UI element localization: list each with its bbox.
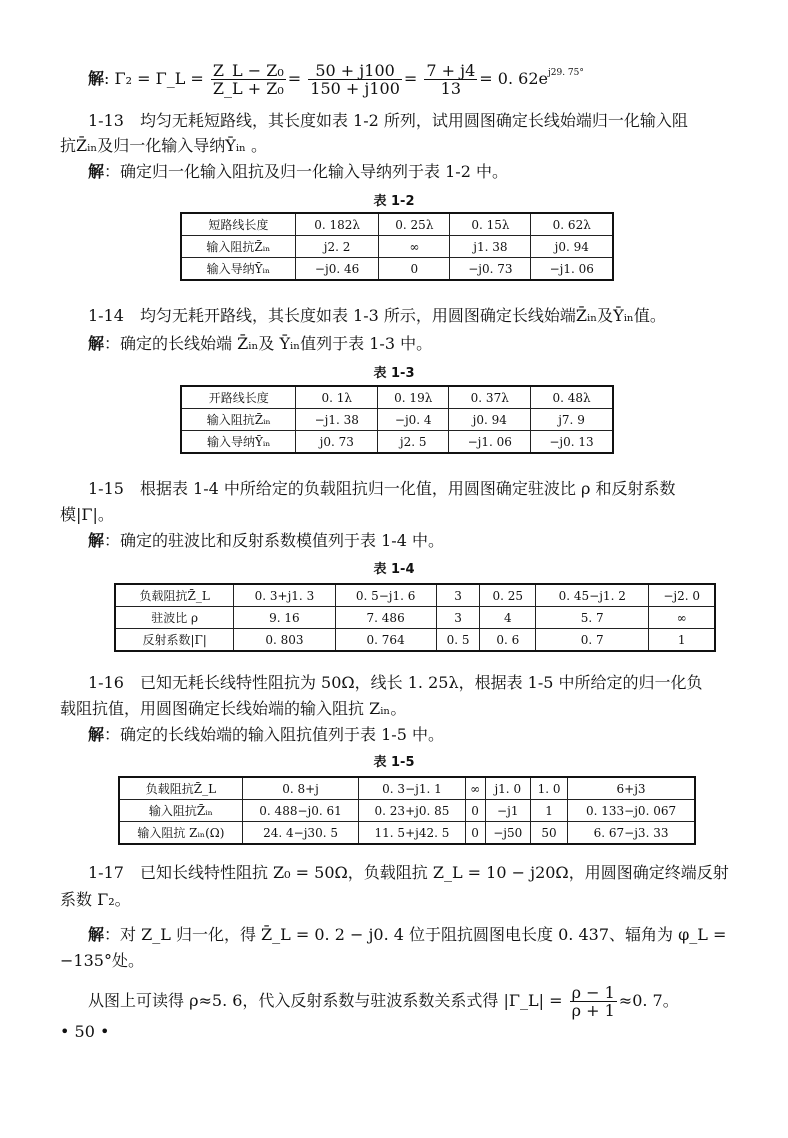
frac3-num: 7 + j4 xyxy=(426,61,476,80)
table-row xyxy=(115,629,715,652)
problem-1-14-line1: 1-14 均匀无耗开路线，其长度如表 1-3 所示，用圆图确定长线始端Z̄ᵢₙ及Ȳᵢₙ值。 xyxy=(88,306,666,325)
row-header-cell: 输入阻抗Z̄ᵢₙ xyxy=(119,800,242,822)
problem-1-17-answer-line1: 解：对 Z_L 归一化，得 Z̄_L = 0. 2 − j0. 4 位于阻抗圆图电长度 0. 437、辐角为 φ_L = xyxy=(88,925,727,944)
row-header-cell: 负载阻抗Z̄_L xyxy=(115,584,234,607)
table-cell: 11. 5+j42. 5 xyxy=(359,822,465,845)
table-cell: 1. 0 xyxy=(530,777,567,800)
eq-result-exponent: j29. 75° xyxy=(547,68,584,78)
table-row xyxy=(181,431,613,454)
frac-rho-den: ρ + 1 xyxy=(571,1001,615,1020)
frac3-den: 13 xyxy=(440,79,462,98)
table-cell: j1. 38 xyxy=(450,236,531,258)
table-cell: −j1. 06 xyxy=(449,431,531,454)
table-1-5 xyxy=(118,776,696,845)
table-cell: 0 xyxy=(379,258,450,281)
answer-text: 确定的驻波比和反射系数模值列于表 1-4 中。 xyxy=(120,531,444,550)
table-cell: −j0. 73 xyxy=(450,258,531,281)
eq-lhs: : Γ₂ = Γ_L = xyxy=(104,69,204,88)
solution-label: 解 xyxy=(88,925,105,944)
solution-label: 解 xyxy=(88,531,105,550)
table-cell: 0. 45−j1. 2 xyxy=(536,584,649,607)
problem-1-17-line1: 1-17 已知长线特性阻抗 Z₀ = 50Ω，负载阻抗 Z_L = 10 − j20Ω，用圆图确定终端反射 xyxy=(88,863,729,882)
fraction-1 xyxy=(211,62,286,97)
table-row xyxy=(119,822,695,845)
fraction-3 xyxy=(424,62,477,97)
final-text-post: ≈0. 7。 xyxy=(618,991,679,1010)
frac2-den: 150 + j100 xyxy=(310,79,400,98)
table-cell: 3 xyxy=(436,607,480,629)
solution-label: 解 xyxy=(88,725,105,744)
row-header-cell: 输入阻抗 Zᵢₙ(Ω) xyxy=(119,822,242,845)
table-cell: j0. 94 xyxy=(531,236,613,258)
problem-1-15-line2: 模|Γ|。 xyxy=(60,505,114,524)
table-cell: j0. 94 xyxy=(449,409,531,431)
table-row xyxy=(181,409,613,431)
table-cell: j1. 0 xyxy=(485,777,530,800)
frac2-num: 50 + j100 xyxy=(308,62,402,80)
table-cell: −j0. 13 xyxy=(531,431,613,454)
problem-1-17-answer-line2: −135°处。 xyxy=(60,951,144,970)
table-cell: 0. 803 xyxy=(234,629,335,652)
table-row xyxy=(181,386,613,409)
answer-text: 确定的长线始端的输入阻抗值列于表 1-5 中。 xyxy=(120,725,444,744)
table-row xyxy=(119,777,695,800)
table-cell: 3 xyxy=(436,584,480,607)
problem-1-16-answer: 解：确定的长线始端的输入阻抗值列于表 1-5 中。 xyxy=(88,725,444,744)
table-row xyxy=(115,584,715,607)
table-row xyxy=(119,800,695,822)
row-header-cell: 输入导纳Ȳᵢₙ xyxy=(181,258,295,281)
table-cell: 9. 16 xyxy=(234,607,335,629)
row-header-cell: 短路线长度 xyxy=(181,213,295,236)
solution-label: 解 xyxy=(88,334,105,353)
table-cell: 5. 7 xyxy=(536,607,649,629)
table-cell: 7. 486 xyxy=(335,607,436,629)
row-header-cell: 输入阻抗Z̄ᵢₙ xyxy=(181,236,295,258)
table-cell: 0. 48λ xyxy=(531,386,613,409)
table-cell: 0. 3+j1. 3 xyxy=(234,584,335,607)
table-cell: 0. 3−j1. 1 xyxy=(359,777,465,800)
table-cell: 50 xyxy=(530,822,567,845)
problem-1-15-answer: 解：确定的驻波比和反射系数模值列于表 1-4 中。 xyxy=(88,531,444,550)
solution-label: 解 xyxy=(88,162,105,181)
fraction-rho xyxy=(570,984,617,1019)
table-cell: 0. 6 xyxy=(480,629,536,652)
frac-rho-num: ρ − 1 xyxy=(571,983,615,1002)
table-cell: 0 xyxy=(465,822,485,845)
table-1-3-caption: 表 1-3 xyxy=(373,366,415,381)
table-cell: j2. 2 xyxy=(295,236,379,258)
problem-1-17-final xyxy=(88,984,679,1019)
table-row xyxy=(181,236,613,258)
table-cell: 0. 37λ xyxy=(449,386,531,409)
problem-1-16-line2: 载阻抗值，用圆图确定长线始端的输入阻抗 Zᵢₙ。 xyxy=(60,699,407,718)
row-header-cell: 负载阻抗Z̄_L xyxy=(119,777,242,800)
table-cell: 6+j3 xyxy=(568,777,695,800)
solution-label: 解 xyxy=(88,69,105,88)
problem-1-16-line1: 1-16 已知无耗长线特性阻抗为 50Ω，线长 1. 25λ，根据表 1-5 中所给定的归一化负 xyxy=(88,673,703,692)
table-1-5-caption: 表 1-5 xyxy=(373,755,415,770)
problem-1-15-line1: 1-15 根据表 1-4 中所给定的负载阻抗归一化值，用圆图确定驻波比 ρ 和反射系数 xyxy=(88,479,676,498)
problem-1-17-line2: 系数 Γ₂。 xyxy=(60,890,131,909)
problem-1-13-answer: 解：确定归一化输入阻抗及归一化输入导纳列于表 1-2 中。 xyxy=(88,162,508,181)
final-text-pre: 从图上可读得 ρ≈5. 6，代入反射系数与驻波系数关系式得 |Γ_L| = xyxy=(88,991,563,1010)
table-1-4 xyxy=(114,583,716,652)
problem-1-13-line1: 1-13 均匀无耗短路线，其长度如表 1-2 所列，试用圆图确定长线始端归一化输入阻 xyxy=(88,111,688,130)
page-number: • 50 • xyxy=(60,1022,110,1041)
table-cell: −j1. 38 xyxy=(296,409,378,431)
table-cell: 0. 5 xyxy=(436,629,480,652)
table-cell: 0 xyxy=(465,800,485,822)
table-cell: 0. 182λ xyxy=(295,213,379,236)
table-cell: j2. 5 xyxy=(378,431,449,454)
table-row xyxy=(181,258,613,281)
table-cell: 0. 8+j xyxy=(242,777,359,800)
table-cell: 0. 62λ xyxy=(531,213,613,236)
table-cell: j0. 73 xyxy=(296,431,378,454)
equation-gamma: 解: Γ₂ = Γ_L = $\frac{\text{Z\_L − Z₀}}{\text{Z\_L + Z₀}}$ = $\frac{50 + j100}{150 + j100}$ = $\frac{7 + j4}{13}$ = 0. $62e^{j29. 75^\circ}$ xyxy=(88,61,584,98)
row-header-cell: 驻波比 ρ xyxy=(115,607,234,629)
table-1-4-caption: 表 1-4 xyxy=(373,562,415,577)
answer-text: 对 Z_L 归一化，得 Z̄_L = 0. 2 − j0. 4 位于阻抗圆图电长度 0. 437、辐角为 φ_L = xyxy=(120,925,727,944)
table-cell: −j50 xyxy=(485,822,530,845)
table-cell: 6. 67−j3. 33 xyxy=(568,822,695,845)
row-header-cell: 开路线长度 xyxy=(181,386,296,409)
table-cell: 1 xyxy=(530,800,567,822)
table-1-2-caption: 表 1-2 xyxy=(373,194,415,209)
table-cell: 4 xyxy=(480,607,536,629)
table-cell: 0. 25 xyxy=(480,584,536,607)
table-cell: 0. 1λ xyxy=(296,386,378,409)
table-cell: 0. 19λ xyxy=(378,386,449,409)
answer-text: 确定的长线始端 Z̄ᵢₙ及 Ȳᵢₙ值列于表 1-3 中。 xyxy=(120,334,433,353)
table-1-3 xyxy=(180,385,614,454)
eq-result: = 0. 62e xyxy=(479,69,548,88)
table-row xyxy=(115,607,715,629)
frac1-den: Z_L + Z₀ xyxy=(212,79,284,98)
table-cell: ∞ xyxy=(649,607,715,629)
table-cell: −j1. 06 xyxy=(531,258,613,281)
table-cell: 0. 25λ xyxy=(379,213,450,236)
table-cell: 24. 4−j30. 5 xyxy=(242,822,359,845)
table-cell: −j0. 4 xyxy=(378,409,449,431)
table-cell: −j0. 46 xyxy=(295,258,379,281)
table-cell: ∞ xyxy=(465,777,485,800)
table-cell: 0. 5−j1. 6 xyxy=(335,584,436,607)
table-cell: 0. 133−j0. 067 xyxy=(568,800,695,822)
table-cell: 0. 488−j0. 61 xyxy=(242,800,359,822)
row-header-cell: 输入导纳Ȳᵢₙ xyxy=(181,431,296,454)
row-header-cell: 反射系数|Γ| xyxy=(115,629,234,652)
table-cell: −j1 xyxy=(485,800,530,822)
problem-1-14-answer: 解：确定的长线始端 Z̄ᵢₙ及 Ȳᵢₙ值列于表 1-3 中。 xyxy=(88,334,433,353)
table-cell: 0. 23+j0. 85 xyxy=(359,800,465,822)
table-cell: ∞ xyxy=(379,236,450,258)
answer-text: 确定归一化输入阻抗及归一化输入导纳列于表 1-2 中。 xyxy=(120,162,508,181)
table-cell: −j2. 0 xyxy=(649,584,715,607)
problem-1-13-line2: 抗Z̄ᵢₙ及归一化输入导纳Ȳᵢₙ 。 xyxy=(60,136,268,155)
table-cell: 0. 764 xyxy=(335,629,436,652)
table-cell: 0. 15λ xyxy=(450,213,531,236)
table-cell: j7. 9 xyxy=(531,409,613,431)
table-cell: 0. 7 xyxy=(536,629,649,652)
table-row xyxy=(181,213,613,236)
row-header-cell: 输入阻抗Z̄ᵢₙ xyxy=(181,409,296,431)
frac1-num: Z_L − Z₀ xyxy=(212,61,284,80)
fraction-2 xyxy=(308,62,402,97)
table-1-2 xyxy=(180,212,614,281)
table-cell: 1 xyxy=(649,629,715,652)
